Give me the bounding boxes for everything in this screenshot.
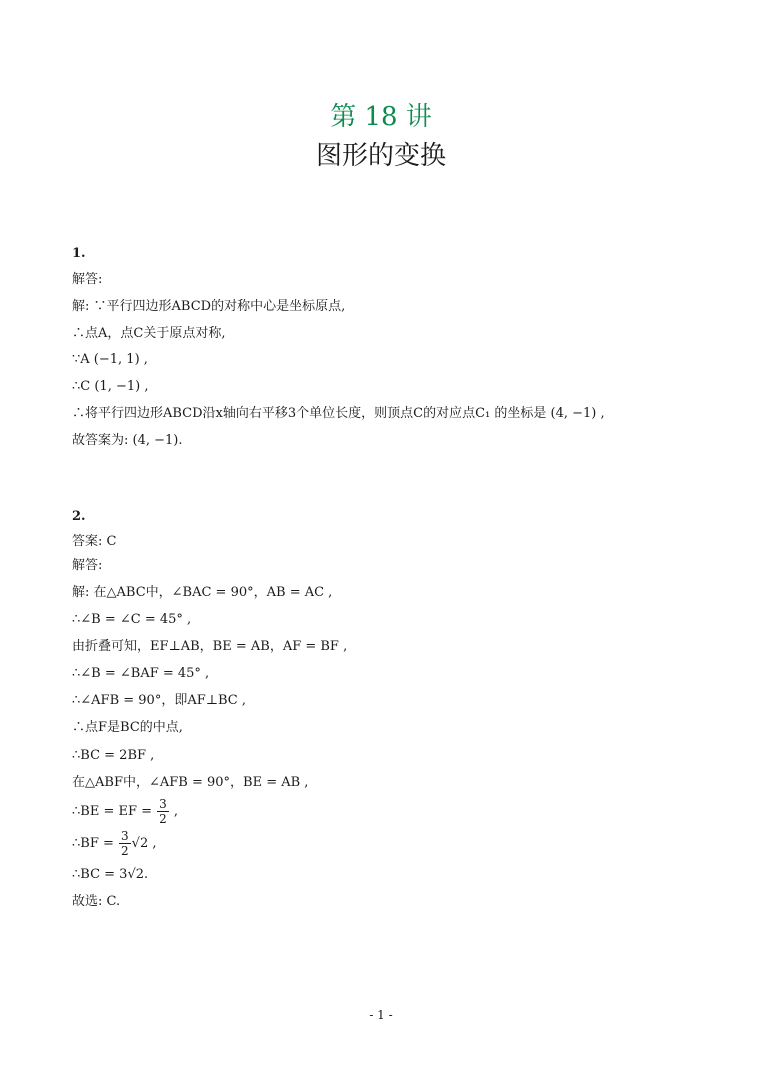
q1-line-6: 故答案为: (4, −1).	[72, 433, 183, 448]
q1-line-5: ∴将平行四边形ABCD沿x轴向右平移3个单位长度，则顶点C的对应点C₁ 的坐标是 (4, −1) ,	[72, 406, 605, 421]
q1-line-4: ∴C (1, −1) ,	[72, 379, 149, 394]
q2-line-bc-result: ∴BC = 3√2.	[72, 867, 149, 882]
q2-line-be-ef-fraction	[72, 797, 178, 826]
q2-line-4: ∴∠B = ∠BAF = 45° ,	[72, 666, 210, 681]
question-2-number: 2.	[72, 509, 86, 524]
page-number: - 1 -	[369, 1008, 393, 1022]
q2-line-3: 由折叠可知，EF⊥AB，BE = AB，AF = BF ,	[72, 639, 348, 654]
fraction-numerator: 3	[121, 829, 129, 843]
q2-bf-prefix: ∴BF =	[72, 836, 119, 851]
fraction-denominator: 2	[159, 812, 167, 826]
lecture-number: 第 18 讲	[330, 102, 432, 132]
q2-answer-line: 答案: C	[72, 534, 117, 549]
q2-bf-suffix: √2 ,	[131, 836, 157, 851]
fraction-denominator: 2	[121, 844, 129, 858]
q2-line-5: ∴∠AFB = 90°，即AF⊥BC ,	[72, 693, 246, 708]
q2-line-1: 解: 在△ABC中，∠BAC = 90°，AB = AC ,	[72, 585, 333, 600]
lecture-title: 图形的变换	[315, 141, 446, 171]
q2-be-ef-prefix: ∴BE = EF =	[72, 804, 157, 819]
fraction-three-halves	[119, 829, 131, 858]
q2-line-2: ∴∠B = ∠C = 45° ,	[72, 612, 192, 627]
fraction-three-halves	[157, 797, 169, 826]
q2-be-ef-suffix: ,	[169, 804, 179, 819]
question-1-number: 1.	[72, 246, 86, 261]
q1-line-1: 解: ∵平行四边形ABCD的对称中心是坐标原点,	[72, 299, 346, 314]
q1-line-3: ∵A (−1, 1) ,	[72, 352, 148, 367]
q2-line-6: ∴点F是BC的中点,	[72, 720, 183, 735]
q2-line-choice: 故选: C.	[72, 894, 121, 909]
q1-line-2: ∴点A，点C关于原点对称,	[72, 326, 226, 341]
q2-line-8: 在△ABF中，∠AFB = 90°，BE = AB ,	[72, 775, 309, 790]
q2-line-answer-label: 解答:	[72, 558, 103, 573]
q2-line-7: ∴BC = 2BF ,	[72, 748, 155, 763]
q1-line-answer-label: 解答:	[72, 272, 103, 287]
q2-line-bf-fraction	[72, 829, 156, 858]
fraction-numerator: 3	[159, 797, 167, 811]
